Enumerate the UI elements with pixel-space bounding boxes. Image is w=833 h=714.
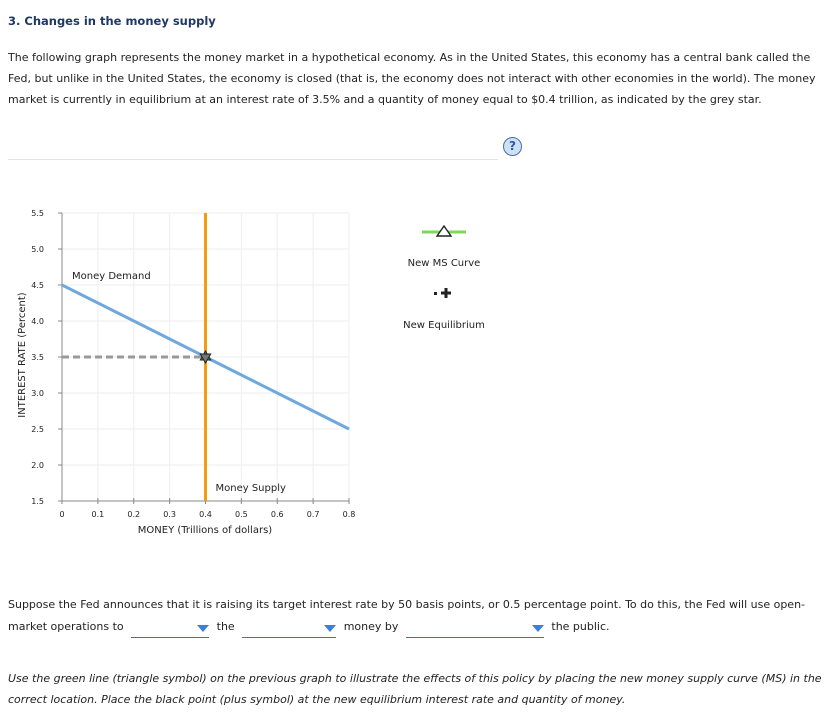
divider xyxy=(8,159,498,160)
money-market-graph[interactable] xyxy=(0,195,520,545)
y-tick-label: 2.0 xyxy=(31,461,44,470)
question-text-3: money by xyxy=(343,620,399,633)
dropdown-arrow-icon xyxy=(197,625,209,632)
dot-icon xyxy=(434,292,437,295)
x-tick-label: 0.1 xyxy=(91,510,105,519)
new-ms-curve-tool[interactable] xyxy=(420,225,468,239)
x-tick-label: 0 xyxy=(59,510,65,519)
x-axis-label: MONEY (Trillions of dollars) xyxy=(137,525,273,536)
y-tick-label: 4.5 xyxy=(31,281,44,290)
y-axis-label: INTEREST RATE (Percent) xyxy=(17,292,28,418)
y-tick-label: 3.0 xyxy=(31,389,44,398)
question-text-1: Suppose the Fed announces that it is raising its target interest rate by 50 basis points, or 0.5 percentage point. To do this, the Fed will use open-market operations to xyxy=(8,598,806,633)
new-ms-curve-label: New MS Curve xyxy=(407,258,481,269)
axes xyxy=(31,209,355,519)
direction-dropdown[interactable] xyxy=(242,621,336,638)
x-tick-label: 0.7 xyxy=(306,510,320,519)
question-title: 3. Changes in the money supply xyxy=(8,14,216,28)
y-tick-label: 5.5 xyxy=(31,209,44,218)
new-equilibrium-tool[interactable] xyxy=(432,286,456,300)
question-text-2: the xyxy=(216,620,235,633)
money-demand-label: Money Demand xyxy=(72,271,151,282)
x-tick-label: 0.2 xyxy=(127,510,141,519)
intro-paragraph: The following graph represents the money market in a hypothetical economy. As in the United States, this economy has a central bank called the Fed, but unlike in the United States, the economy is closed (that is, the economy does not interact with other economies in the world). The money market is currently in equilibrium at an interest rate of 3.5% and a quantity of money equal to $0.4 trillion, as indicated by the grey star. xyxy=(8,51,816,106)
y-tick-label: 5.0 xyxy=(31,245,44,254)
counterparty-action-dropdown[interactable] xyxy=(406,621,544,638)
y-tick-label: 1.5 xyxy=(31,497,44,506)
dropdown-arrow-icon xyxy=(532,625,544,632)
x-tick-label: 0.6 xyxy=(270,510,284,519)
question-paragraph xyxy=(8,594,826,638)
y-tick-label: 4.0 xyxy=(31,317,44,326)
plus-icon xyxy=(441,288,451,298)
question-text-4: the public. xyxy=(551,620,610,633)
instructions: Use the green line (triangle symbol) on the previous graph to illustrate the effects of this policy by placing the new money supply curve (MS) in the correct location. Place the black point (plus symbol) at the new equilibrium interest rate and quantity of money. xyxy=(8,672,822,706)
y-tick-label: 2.5 xyxy=(31,425,44,434)
x-tick-label: 0.3 xyxy=(163,510,176,519)
new-equilibrium-label: New Equilibrium xyxy=(403,320,485,331)
dropdown-arrow-icon xyxy=(324,625,336,632)
y-tick-label: 3.5 xyxy=(31,353,44,362)
action-dropdown[interactable] xyxy=(131,621,209,638)
x-tick-label: 0.4 xyxy=(199,510,212,519)
help-icon[interactable]: ? xyxy=(503,137,522,156)
x-tick-label: 0.5 xyxy=(235,510,248,519)
x-tick-label: 0.8 xyxy=(342,510,356,519)
money-supply-label: Money Supply xyxy=(215,483,286,494)
